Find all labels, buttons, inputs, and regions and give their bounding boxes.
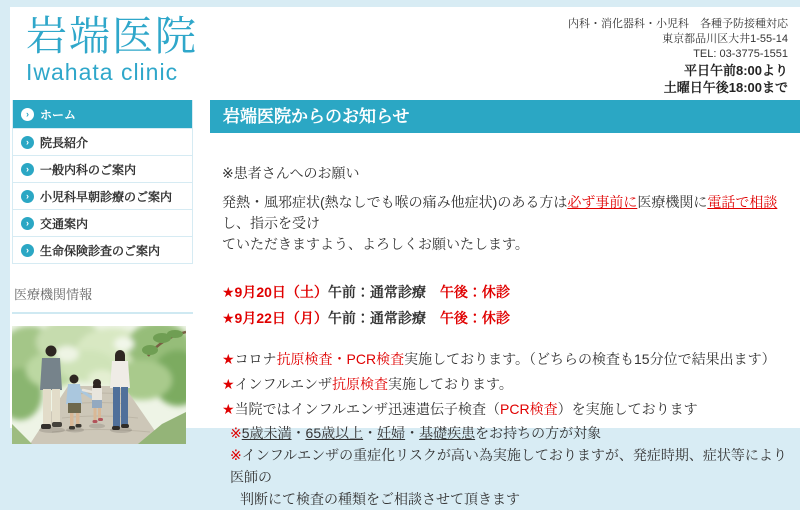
clinic-name-english: Iwahata clinic	[26, 59, 179, 85]
hours-saturday-line: 土曜日午後18:00まで	[663, 80, 788, 95]
text-segment: し、指示を受け	[222, 215, 320, 231]
news-title: 岩端医院からのお知らせ	[223, 107, 410, 126]
schedule-section	[222, 279, 790, 331]
text-segment: 午前：通常診療	[327, 310, 426, 326]
telephone-line: TEL: 03-3775-1551	[693, 48, 788, 60]
sidebar-divider	[12, 312, 193, 314]
departments-line: 内科・消化器科・小児科 各種予防接種対応	[568, 18, 788, 30]
site-header	[10, 7, 800, 99]
text-segment	[426, 310, 440, 326]
note-line	[230, 444, 790, 488]
tests-section	[222, 347, 790, 510]
text-segment: ・	[405, 425, 420, 441]
text-segment: 5歳未満	[241, 425, 292, 441]
text-segment: 判断にて検査の種類をご相談させて頂きます	[240, 491, 520, 507]
text-segment: 当院ではインフルエンザ迅速遺伝子検査（	[234, 401, 501, 417]
chevron-right-circle-icon: ›	[21, 108, 34, 121]
sidebar-item-pediatrics-early[interactable]	[13, 183, 192, 210]
text-segment: 基礎疾患	[419, 425, 476, 441]
address-line: 東京都品川区大井1-55-14	[662, 33, 788, 45]
test-notes	[230, 422, 790, 510]
notice-paragraph-line	[222, 234, 790, 255]
hours-weekday-line: 平日午前8:00より	[683, 63, 788, 78]
test-info-line	[222, 372, 790, 397]
sidebar-item-life-insurance[interactable]	[13, 237, 192, 263]
text-segment: コロナ	[234, 351, 277, 367]
text-segment: インフルエンザの重症化リスクが高い為実施しておりますが、発症時期、症状等により医師の	[230, 447, 787, 485]
schedule-line	[222, 279, 790, 305]
medical-info-heading: 医療機関情報	[14, 287, 93, 302]
text-segment: ★	[222, 401, 235, 417]
text-segment: 午後：休診	[439, 310, 510, 326]
contact-info	[568, 17, 788, 96]
news-body	[210, 133, 800, 510]
text-segment: ・	[291, 425, 306, 441]
text-segment: 65歳以上	[305, 425, 364, 441]
text-segment: 発熱・風邪症状(熱なしでも喉の痛み他症状)のある方は	[222, 194, 568, 210]
sidebar-item-access[interactable]	[13, 210, 192, 237]
notice-paragraph	[222, 192, 790, 255]
sidebar-item-home[interactable]	[13, 100, 192, 129]
text-segment: 抗原検査・PCR検査	[276, 351, 405, 367]
text-segment: をお持ちの方が対象	[475, 425, 602, 441]
sidebar-item-director[interactable]	[13, 129, 192, 156]
schedule-line	[222, 305, 790, 331]
sidebar-item-internal-medicine[interactable]	[13, 156, 192, 183]
patient-request-heading: ※患者さんへのお願い	[222, 165, 360, 181]
text-segment: 抗原検査	[332, 376, 389, 392]
test-info-line	[222, 397, 790, 422]
test-info-line	[222, 347, 790, 372]
text-segment: ★9月22日（月）	[222, 310, 328, 326]
sidebar-item-label: 交通案内	[40, 216, 89, 231]
text-segment: 午後：休診	[439, 284, 510, 300]
text-segment: PCR検査	[500, 401, 558, 417]
notice-paragraph-line	[222, 192, 790, 234]
text-segment: 実施しております。（どちらの検査も15分位で結果出ます）	[404, 351, 776, 367]
text-segment: インフルエンザ	[234, 376, 333, 392]
page-container	[10, 7, 800, 507]
text-segment: ★	[222, 376, 235, 392]
sidebar-item-label: ホーム	[40, 107, 77, 122]
sidebar-item-label: 院長紹介	[40, 135, 89, 150]
text-segment: ※	[230, 447, 242, 463]
note-line-continuation	[240, 488, 790, 510]
clinic-logo[interactable]	[26, 13, 198, 84]
main-content	[210, 100, 800, 510]
chevron-right-circle-icon: ›	[21, 136, 34, 149]
news-title-bar	[210, 100, 800, 133]
text-segment	[426, 284, 440, 300]
text-segment: ）を実施しております	[557, 401, 698, 417]
chevron-right-circle-icon: ›	[21, 217, 34, 230]
sidebar-menu	[12, 100, 193, 264]
chevron-right-circle-icon: ›	[21, 244, 34, 257]
inline-link[interactable]: 必ず事前に	[567, 194, 638, 210]
text-segment: 午前：通常診療	[327, 284, 426, 300]
sidebar-item-label: 生命保険診査のご案内	[40, 243, 161, 258]
text-segment: 妊婦	[377, 425, 406, 441]
text-segment: ていただきますよう、よろしくお願いたします。	[222, 236, 529, 252]
sidebar	[12, 100, 193, 444]
text-segment: ★	[222, 351, 235, 367]
text-segment: ※	[230, 425, 242, 441]
inline-link[interactable]: 電話で相談	[707, 194, 778, 210]
text-segment: ★9月20日（土）	[222, 284, 328, 300]
text-segment: 医療機関に	[637, 194, 708, 210]
chevron-right-circle-icon: ›	[21, 163, 34, 176]
sidebar-item-label: 小児科早朝診療のご案内	[40, 189, 173, 204]
text-segment: ・	[363, 425, 378, 441]
note-line	[230, 422, 790, 444]
clinic-name-japanese: 岩端医院	[26, 12, 198, 60]
chevron-right-circle-icon: ›	[21, 190, 34, 203]
sidebar-item-label: 一般内科のご案内	[40, 162, 137, 177]
family-park-photo	[12, 326, 186, 444]
text-segment: 実施しております。	[388, 376, 513, 392]
